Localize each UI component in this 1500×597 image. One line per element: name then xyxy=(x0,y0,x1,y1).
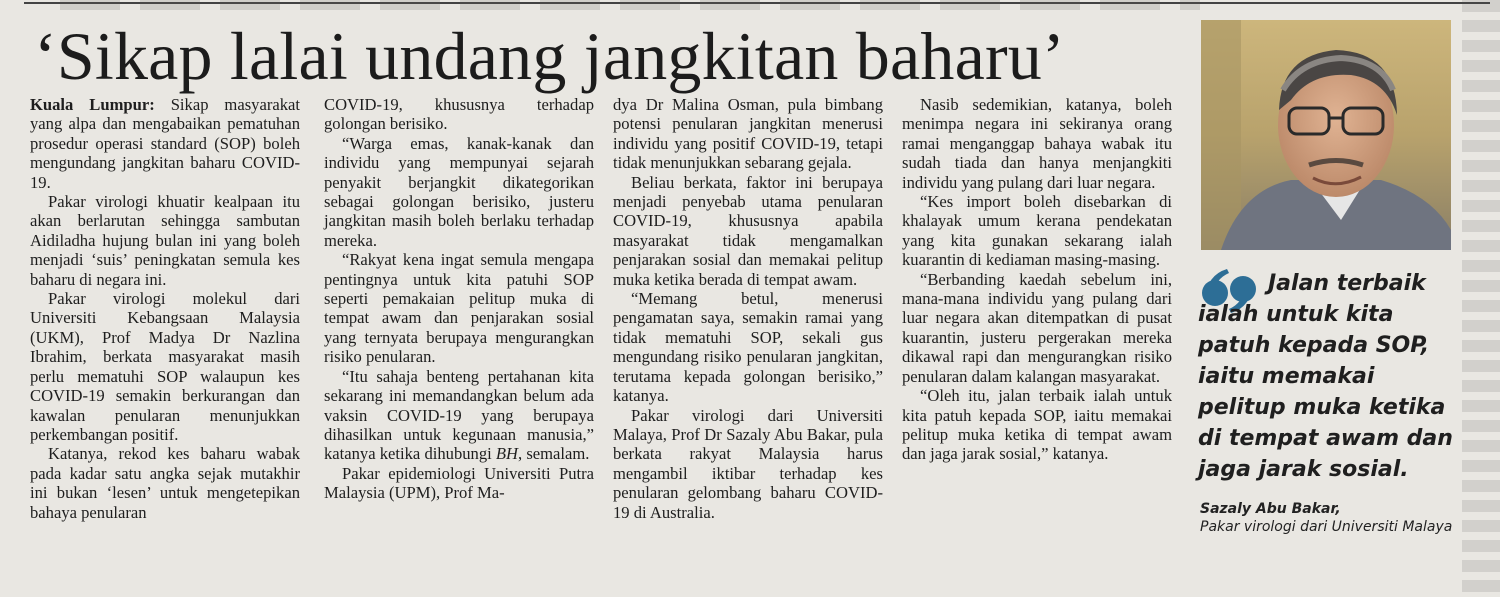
paragraph: “Memang betul, menerusi pengamatan saya, semakin ramai yang tidak mematuhi SOP, sekali gus mengundang risiko penularan jangkitan, terutama kepada golongan berisiko,” katanya. xyxy=(613,289,883,406)
portrait-photo xyxy=(1201,20,1451,250)
paragraph: Nasib sedemikian, katanya, boleh menimpa negara ini sekiranya orang ramai menganggap bahaya wabak itu sudah tiada dan hanya menjangkiti individu yang pulang dari luar negara. xyxy=(902,95,1172,192)
paragraph-text: “Itu sahaja benteng pertahanan kita sekarang ini memandangkan belum ada vaksin COVID-19 yang berupaya dihasilkan untuk kegunaan manusia,” katanya ketika dihubungi xyxy=(324,366,594,464)
article-column-1 xyxy=(30,95,300,522)
paragraph: Pakar epidemiologi Universiti Putra Malaysia (UPM), Prof Ma- xyxy=(324,463,594,503)
paragraph-text: Sikap masyarakat yang alpa dan mengabaikan pematuhan prosedur operasi standard (SOP) boleh mengundang jangkitan baharu COVID-19. xyxy=(30,95,300,192)
paragraph: “Berbanding kaedah sebelum ini, mana-mana individu yang pulang dari luar negara akan ditempatkan di pusat kuarantin, justeru pergerakan mereka dikawal rapi dan mengurangkan risiko penularan dalam kalangan masyarakat. xyxy=(902,269,1172,386)
adjacent-column-bleed xyxy=(1462,0,1500,597)
headline: ‘Sikap lalai undang jangkitan baharu’ xyxy=(34,18,1065,94)
paragraph: dya Dr Malina Osman, pula bimbang potensi penularan jangkitan menerusi individu yang positif COVID-19, tetapi tidak menunjukkan sebarang gejala. xyxy=(613,95,883,173)
paragraph: “Rakyat kena ingat semula mengapa pentingnya untuk kita patuhi SOP seperti pemakaian pelitup muka di tempat awam dan penjarakan sosial yang ternyata berupaya mengurangkan risiko penularan. xyxy=(324,250,594,367)
dateline: Kuala Lumpur: xyxy=(30,95,155,114)
paragraph: Beliau berkata, faktor ini berupaya menjadi penyebab utama penularan COVID-19, khususnya apabila masyarakat tidak mengamalkan penjarakan sosial dan memakai pelitup muka ketika berada di tempat awam. xyxy=(613,172,883,289)
article-column-4 xyxy=(902,95,1172,464)
lead-paragraph xyxy=(30,95,300,192)
paragraph: COVID-19, khususnya terhadap golongan berisiko. xyxy=(324,95,594,134)
paragraph xyxy=(324,367,594,464)
pull-quote xyxy=(1198,268,1458,485)
paragraph: “Oleh itu, jalan terbaik ialah untuk kita patuh kepada SOP, iaitu memakai pelitup muka ketika di tempat awam dan jaga jarak sosial,” katanya. xyxy=(902,386,1172,464)
portrait-illustration xyxy=(1201,20,1451,250)
paragraph: “Warga emas, kanak-kanak dan individu yang mempunyai sejarah penyakit berjangkit dikategorikan sebagai golongan berisiko, justeru jangkitan masih boleh berlaku terhadap mereka. xyxy=(324,133,594,250)
article-column-2 xyxy=(324,95,594,503)
pull-quote-text: Jalan terbaik ialah untuk kita patuh kepada SOP, iaitu memakai pelitup muka ketika di tempat awam dan jaga jarak sosial. xyxy=(1198,271,1453,482)
paragraph: Pakar virologi khuatir kealpaan itu akan berlarutan sehingga sambutan Aidiladha hujung bulan ini yang boleh menjadi ‘suis’ peningkatan semula kes baharu di negara ini. xyxy=(30,192,300,289)
publication-name: BH xyxy=(495,444,519,464)
paragraph: Katanya, rekod kes baharu wabak pada kadar satu angka sejak mutakhir ini bukan ‘lesen’ untuk mengetepikan bahaya penularan xyxy=(30,444,300,522)
attribution-title: Pakar virologi dari Universiti Malaya xyxy=(1200,519,1453,535)
bleed-through-text xyxy=(60,0,1200,10)
article-column-3 xyxy=(613,95,883,522)
paragraph: Pakar virologi dari Universiti Malaya, Prof Dr Sazaly Abu Bakar, pula berkata rakyat Malaysia harus mengambil iktibar terhadap kes penularan gelombang baharu COVID-19 di Australia. xyxy=(613,405,883,522)
paragraph: Pakar virologi molekul dari Universiti Kebangsaan Malaysia (UKM), Prof Madya Dr Nazlina Ibrahim, berkata masyarakat masih perlu mematuhi SOP walaupun kes COVID-19 semakin berkurangan dan kawalan penularan menunjukkan perkembangan positif. xyxy=(30,289,300,444)
pull-quote-attribution xyxy=(1200,500,1460,536)
paragraph: “Kes import boleh disebarkan di khalayak umum kerana pendekatan yang kita gunakan sekarang ialah kuarantin di kediaman masing-masing. xyxy=(902,192,1172,270)
paragraph-tail: , semalam. xyxy=(518,444,590,464)
attribution-name: Sazaly Abu Bakar, xyxy=(1200,501,1341,517)
